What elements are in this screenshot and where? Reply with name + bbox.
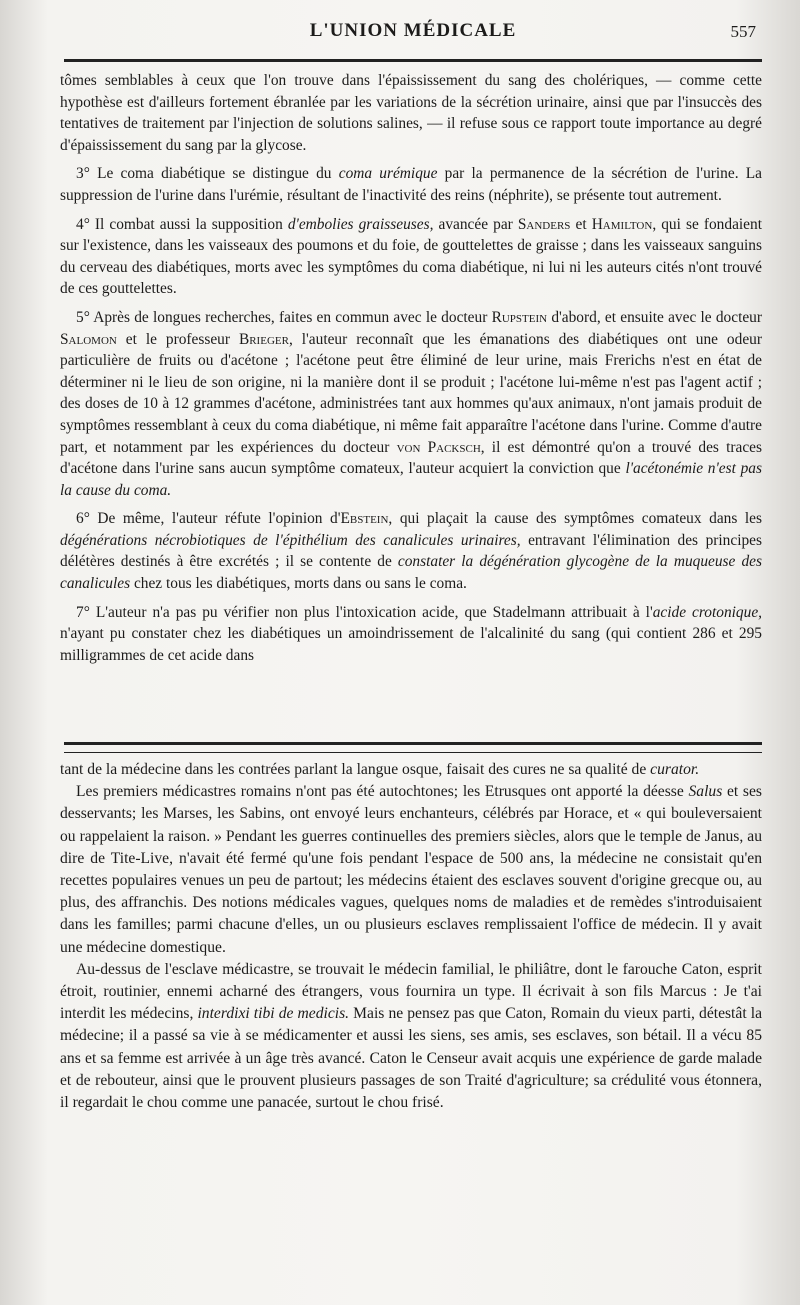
paragraph-continuation: tômes semblables à ceux que l'on trouve dans l'épaississement du sang des cholériques, — comme cette hypothèse est d'ailleurs fortement ébranlée par les variations de la sécrétion urinaire, ainsi que par l'insuccès des tentatives de traitement par l'injection de solutions salines, — il refuse sous ce rapport toute importance au degré d'épaississement du sang par la glycose. bbox=[60, 72, 762, 154]
feuilleton-paragraph-1: tant de la médecine dans les contrées parlant la langue osque, faisait des cures ne sa qualité de curator. bbox=[60, 761, 700, 778]
paragraph-3: 3° Le coma diabétique se distingue du coma urémique par la permanence de la sécrétion de l'urine. La suppression de l'urine dans l'urémie, résultant de l'inactivité des reins (néphrite), se présente tout autrement. bbox=[60, 165, 763, 204]
feuilleton-text bbox=[60, 759, 762, 1114]
paragraph-4: 4° Il combat aussi la supposition d'embolies graisseuses, avancée par Sanders et Hamilton, qui se fondaient sur l'existence, dans les vaisseaux des poumons et du foie, de gouttelettes de graisse ; dans les vaisseaux sanguins du cerveau des diabétiques, morts avec les symptômes du coma diabétique, ni lui ni les auteurs cités n'ont trouvé de ces gouttelettes. bbox=[60, 215, 762, 298]
paragraph-6: 6° De même, l'auteur réfute l'opinion d'Ebstein, qui plaçait la cause des symptômes comateux dans les dégénérations nécrobiotiques de l'épithélium des canalicules urinaires, entravant l'élimination des principes délétères destinés à être excrétés ; il se contente de constater la dégénération glycogène de la muqueuse des canalicules chez tous les diabétiques, morts dans ou sans le coma. bbox=[60, 510, 762, 593]
feuilleton-paragraph-2: Les premiers médicastres romains n'ont pas été autochtones; les Etrusques ont apporté la déesse Salus et ses desservants; les Marses, les Sabins, ont envoyé leurs enchanteurs, célébrés par Horace, et « qui bouleversaient ou rappelaient la raison. » Pendant les guerres continuelles des premiers siècles, alors que le temple de Janus, au dire de Tite-Live, n'avait été fermé qu'une fois pendant l'espace de 500 ans, la médecine ne consistait qu'en recettes populaires venues un peu de partout; les médecins étaient des esclaves souvent d'origine grecque ou, au plus, des affranchis. Des notions médicales vagues, quelques noms de maladies et de remèdes s'introduisaient dans les familles; parmi chacune d'elles, un ou plusieurs esclaves remplissaient l'office de médecin. Il y avait une médecine domestique. bbox=[60, 783, 762, 956]
page-number: 557 bbox=[730, 22, 756, 41]
running-title: L'UNION MÉDICALE bbox=[309, 20, 517, 41]
main-text bbox=[60, 70, 762, 666]
paragraph-5: 5° Après de longues recherches, faites en commun avec le docteur Rupstein d'abord, et ensuite avec le docteur Salomon et le professeur Brieger, l'auteur reconnaît que les émanations des diabétiques ont une odeur particulière de fruits ou d'acétone ; l'acétone peut être éliminé de leur urine, mais Frerichs n'est en état de déterminer ni le lieu de son origine, ni la manière dont il se produit ; l'acétone lui-même n'est pas l'agent actif ; des doses de 10 à 12 grammes d'acétone, administrées tant aux hommes qu'aux animaux, n'ont jamais produit de symptômes ressemblant à ceux du coma diabétique, ni même fait apparaître l'acétone dans l'urine. Comme d'autre part, et notamment par les expériences du docteur von Packsch, il est démontré qu'on a trouvé des traces d'acétone dans l'urine sans aucun symptôme comateux, l'auteur acquiert la conviction que l'acétonémie n'est pas la cause du coma. bbox=[60, 308, 763, 499]
running-header bbox=[60, 20, 766, 50]
header-rule bbox=[64, 59, 762, 62]
feuilleton-separator bbox=[64, 742, 762, 753]
feuilleton-paragraph-3: Au-dessus de l'esclave médicastre, se trouvait le médecin familial, le philiâtre, dont le farouche Caton, esprit étroit, routinier, ennemi acharné des étrangers, vous fournira un type. Il écrivait à son fils Marcus : Je t'ai interdit les médecins, interdixi tibi de medicis. Mais ne pensez pas que Caton, Romain du vieux parti, détestât la médecine; il a passé sa vie à se médicamenter et aussi les siens, ses amis, ses esclaves, son bétail. Il a vécu 85 ans et sa femme est arrivée à un âge très avancé. Caton le Censeur avait acquis une expérience de garde malade et de rebouteur, ainsi que le prouvent plusieurs passages de son Traité d'agriculture; sa crédulité vous étonnera, il regardait le chou comme une panacée, surtout le chou frisé. bbox=[60, 960, 763, 1112]
paragraph-7: 7° L'auteur n'a pas pu vérifier non plus l'intoxication acide, que Stadelmann attribuait à l'acide crotonique, n'ayant pu constater chez les diabétiques un amoindrissement de l'alcalinité du sang (qui contient 286 et 295 milligrammes de cet acide dans bbox=[60, 603, 763, 664]
